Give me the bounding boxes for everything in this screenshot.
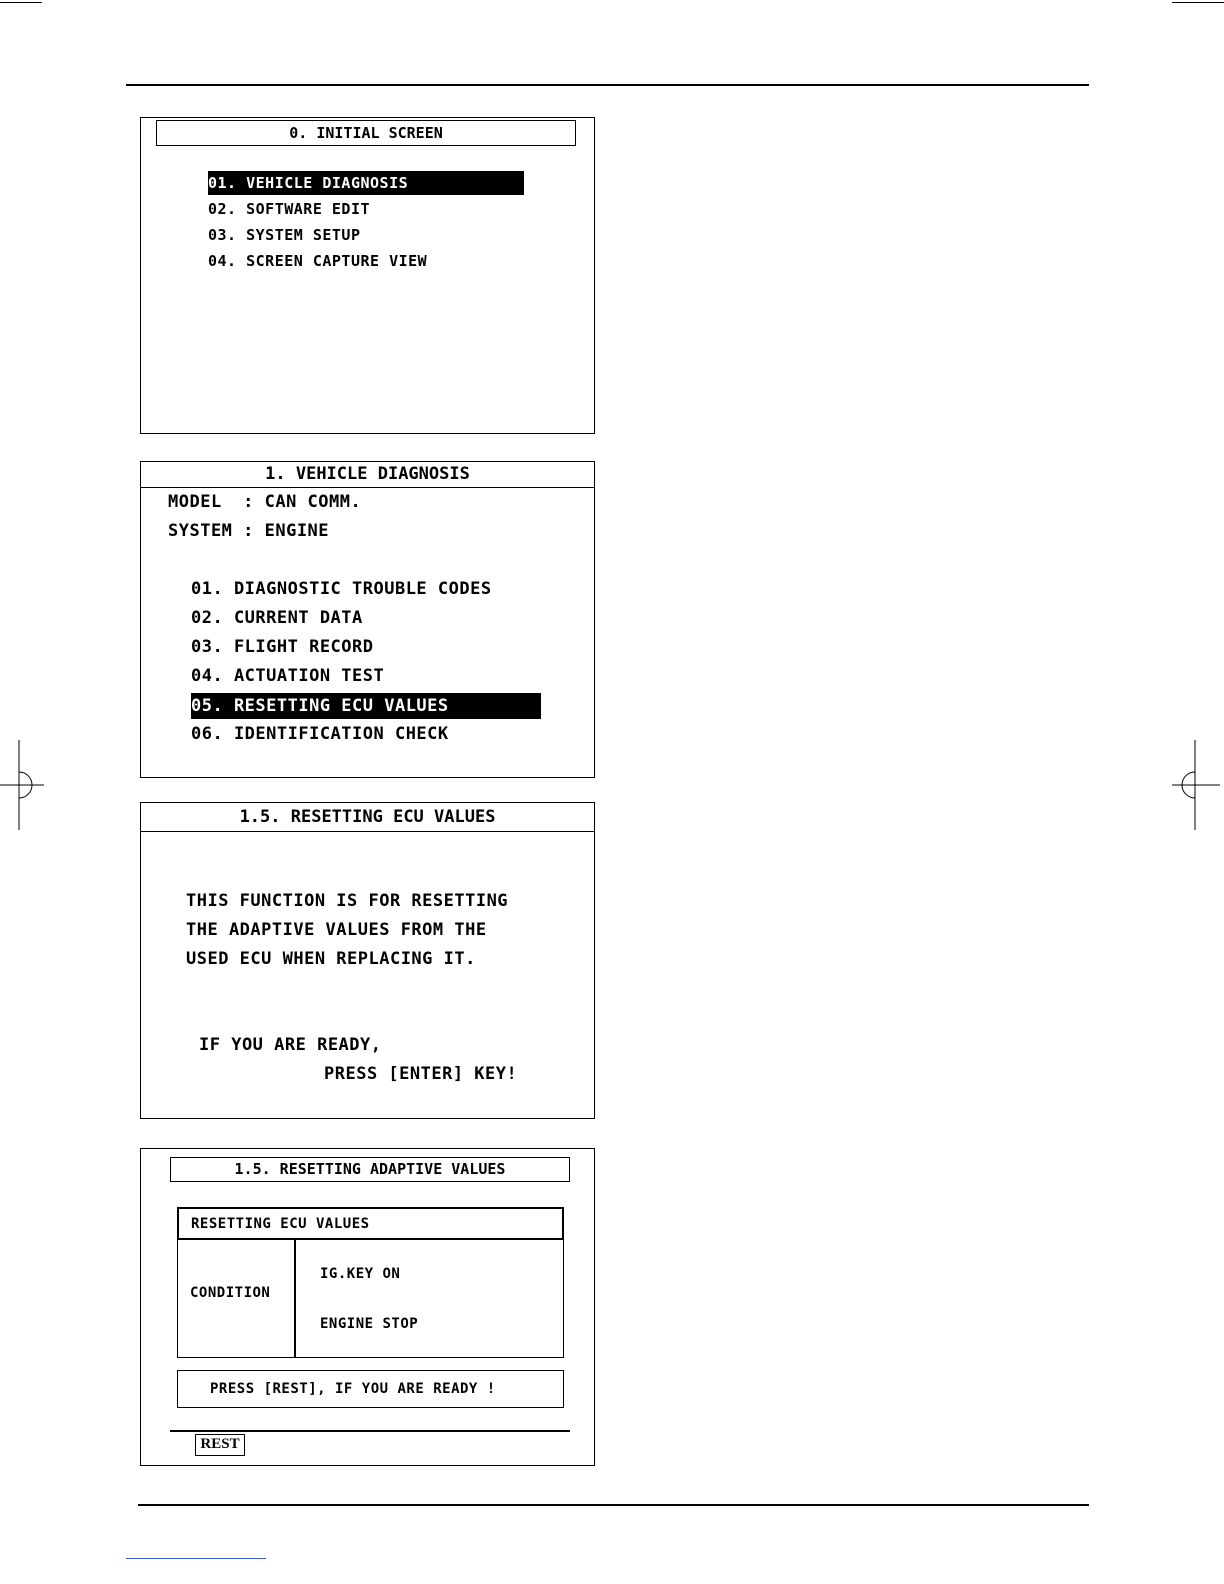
menu-item-diagnostic-trouble-codes[interactable]: 01. DIAGNOSTIC TROUBLE CODES [191,579,492,599]
menu-item-current-data[interactable]: 02. CURRENT DATA [191,608,363,628]
description-line-3: USED ECU WHEN REPLACING IT. [186,949,476,969]
registration-mark-left [0,740,46,830]
condition-engine-stop: ENGINE STOP [320,1316,419,1332]
top-rule [126,84,1089,86]
function-key-divider [170,1430,570,1432]
description-line-1: THIS FUNCTION IS FOR RESETTING [186,891,509,911]
vehicle-diagnosis-title: 1. VEHICLE DIAGNOSIS [141,462,594,488]
menu-item-screen-capture-view[interactable]: 04. SCREEN CAPTURE VIEW [208,252,428,270]
resetting-adaptive-values-panel [140,1148,595,1466]
menu-item-system-setup[interactable]: 03. SYSTEM SETUP [208,226,361,244]
bottom-rule [138,1504,1089,1506]
crop-mark-top-right [1172,2,1224,3]
condition-label: CONDITION [190,1285,271,1301]
resetting-ecu-values-title: 1.5. RESETTING ECU VALUES [141,803,594,832]
resetting-ecu-values-panel [140,802,595,1119]
menu-item-software-edit[interactable]: 02. SOFTWARE EDIT [208,200,371,218]
reset-table-header [177,1207,564,1240]
model-line: MODEL : CAN COMM. [168,492,362,512]
menu-item-flight-record[interactable]: 03. FLIGHT RECORD [191,637,374,657]
condition-values-cell [294,1238,564,1358]
vehicle-diagnosis-panel [140,461,595,778]
footer-link-line [126,1558,266,1559]
crop-mark-top-left [0,2,42,3]
menu-item-identification-check[interactable]: 06. IDENTIFICATION CHECK [191,724,449,744]
ready-line: IF YOU ARE READY, [199,1035,382,1055]
press-enter-line: PRESS [ENTER] KEY! [324,1064,518,1084]
menu-item-vehicle-diagnosis[interactable]: 01. VEHICLE DIAGNOSIS [208,171,524,195]
reset-table-header-label: RESETTING ECU VALUES [191,1216,370,1232]
initial-screen-panel [140,117,595,434]
system-line: SYSTEM : ENGINE [168,521,330,541]
menu-item-resetting-ecu-values[interactable]: 05. RESETTING ECU VALUES [191,693,541,719]
press-rest-prompt: PRESS [REST], IF YOU ARE READY ! [210,1381,496,1397]
condition-label-cell [177,1238,296,1358]
menu-item-actuation-test[interactable]: 04. ACTUATION TEST [191,666,385,686]
rest-button[interactable]: REST [195,1434,245,1456]
press-rest-prompt-box [177,1370,564,1408]
registration-mark-right [1170,740,1224,830]
condition-ig-key-on: IG.KEY ON [320,1266,401,1282]
initial-screen-title: 0. INITIAL SCREEN [156,120,576,146]
resetting-adaptive-values-title: 1.5. RESETTING ADAPTIVE VALUES [170,1157,570,1182]
description-line-2: THE ADAPTIVE VALUES FROM THE [186,920,487,940]
